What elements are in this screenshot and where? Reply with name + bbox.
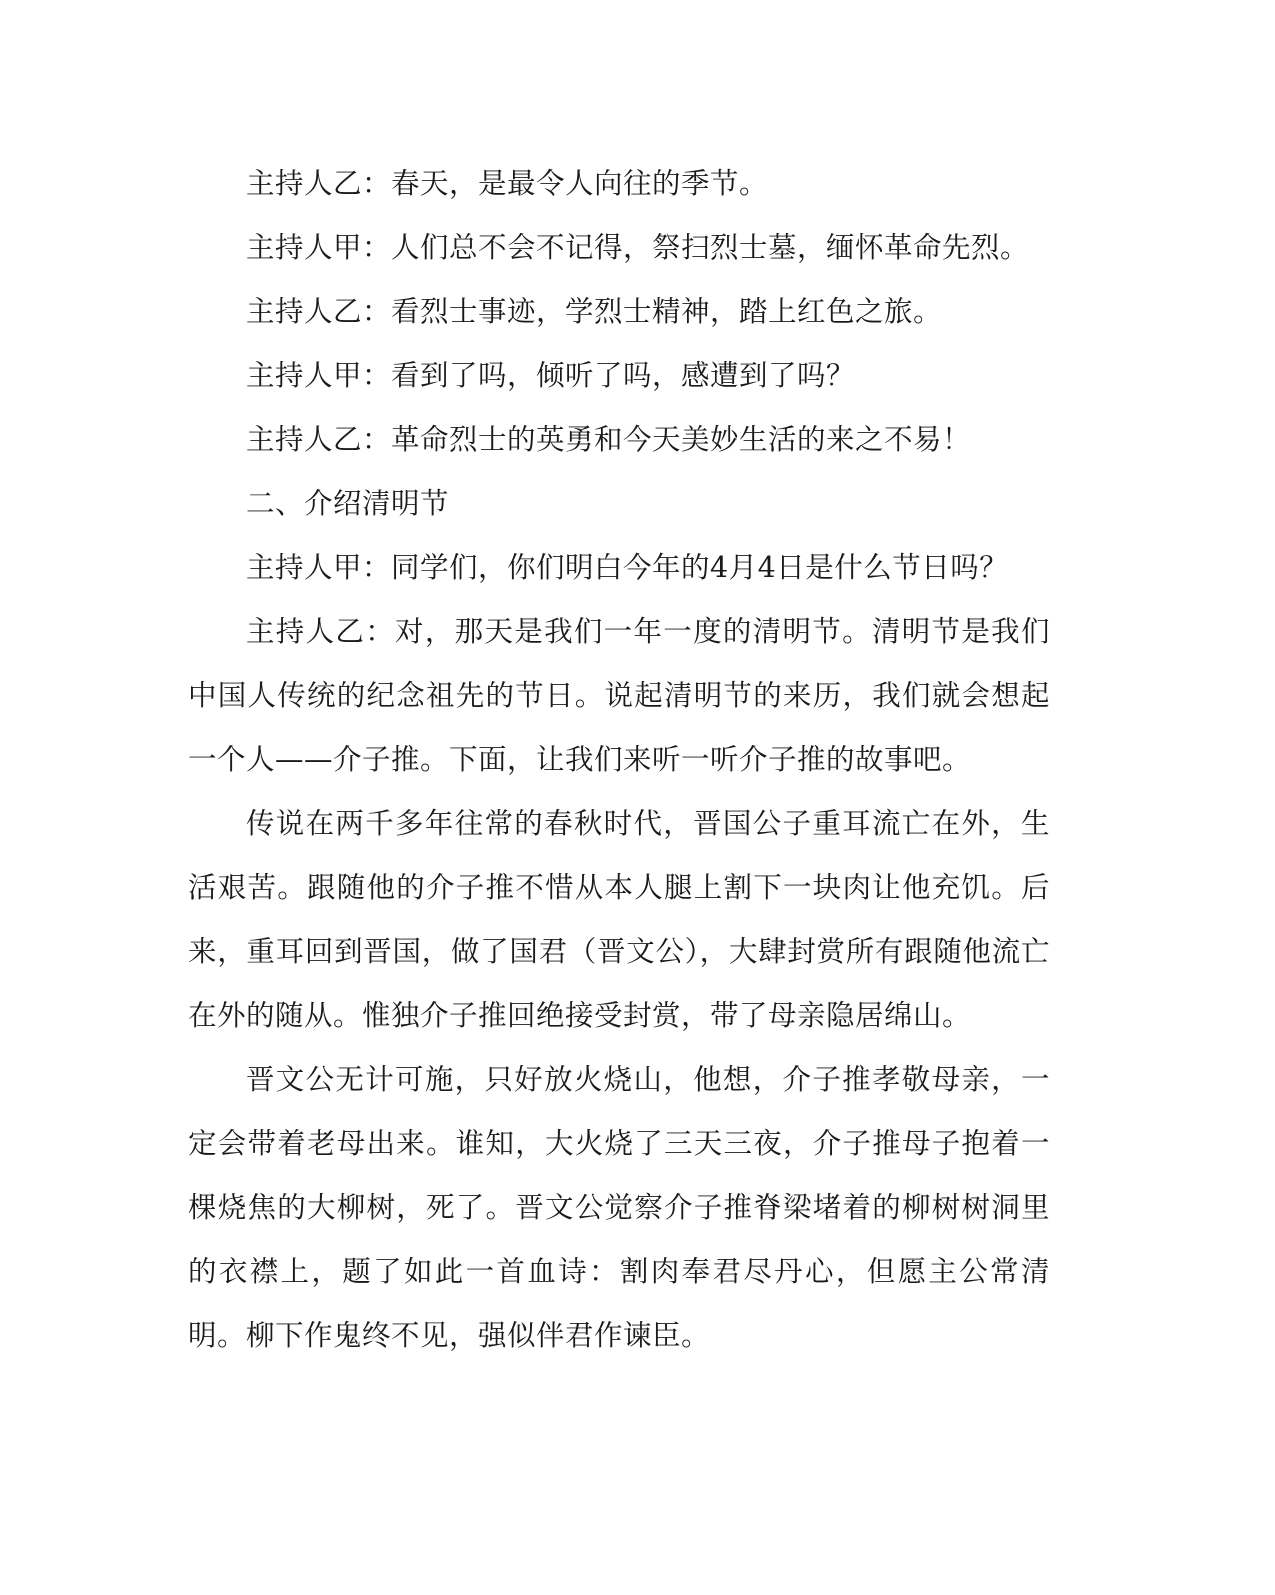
paragraph-host-b-heroes: 主持人乙：革命烈士的英勇和今天美妙生活的来之不易！ xyxy=(246,423,972,456)
document-body xyxy=(188,152,1050,1368)
paragraph-host-b-qingming-origin: 主持人乙：对，那天是我们一年一度的清明节。清明节是我们中国人传统的纪念祖先的节日。说起清明节的来历，我们就会想起一个人——介子推。下面，让我们来听一听介子推的故事吧。 xyxy=(188,615,1050,776)
paragraph-host-a-april-fourth: 主持人甲：同学们，你们明白今年的4月4日是什么节日吗？ xyxy=(246,551,1009,584)
section-heading-qingming: 二、介绍清明节 xyxy=(246,487,450,520)
paragraph-host-b-red-journey: 主持人乙：看烈士事迹，学烈士精神，踏上红色之旅。 xyxy=(246,295,943,328)
paragraph-host-a-martyrs: 主持人甲：人们总不会不记得，祭扫烈士墓，缅怀革命先烈。 xyxy=(246,231,1030,264)
paragraph-legend-part-1: 传说在两千多年往常的春秋时代，晋国公子重耳流亡在外，生活艰苦。跟随他的介子推不惜从本人腿上割下一块肉让他充饥。后来，重耳回到晋国，做了国君（晋文公），大肆封赏所有跟随他流亡在外的随从。惟独介子推回绝接受封赏，带了母亲隐居绵山。 xyxy=(188,807,1050,1032)
paragraph-legend-part-2: 晋文公无计可施，只好放火烧山，他想，介子推孝敬母亲，一定会带着老母出来。谁知，大火烧了三天三夜，介子推母子抱着一棵烧焦的大柳树，死了。晋文公觉察介子推脊梁堵着的柳树树洞里的衣襟上，题了如此一首血诗：割肉奉君尽丹心，但愿主公常清明。柳下作鬼终不见，强似伴君作谏臣。 xyxy=(188,1063,1050,1352)
paragraph-host-a-question: 主持人甲：看到了吗，倾听了吗，感遭到了吗？ xyxy=(246,359,856,392)
paragraph-host-b-spring: 主持人乙：春天，是最令人向往的季节。 xyxy=(246,167,769,200)
